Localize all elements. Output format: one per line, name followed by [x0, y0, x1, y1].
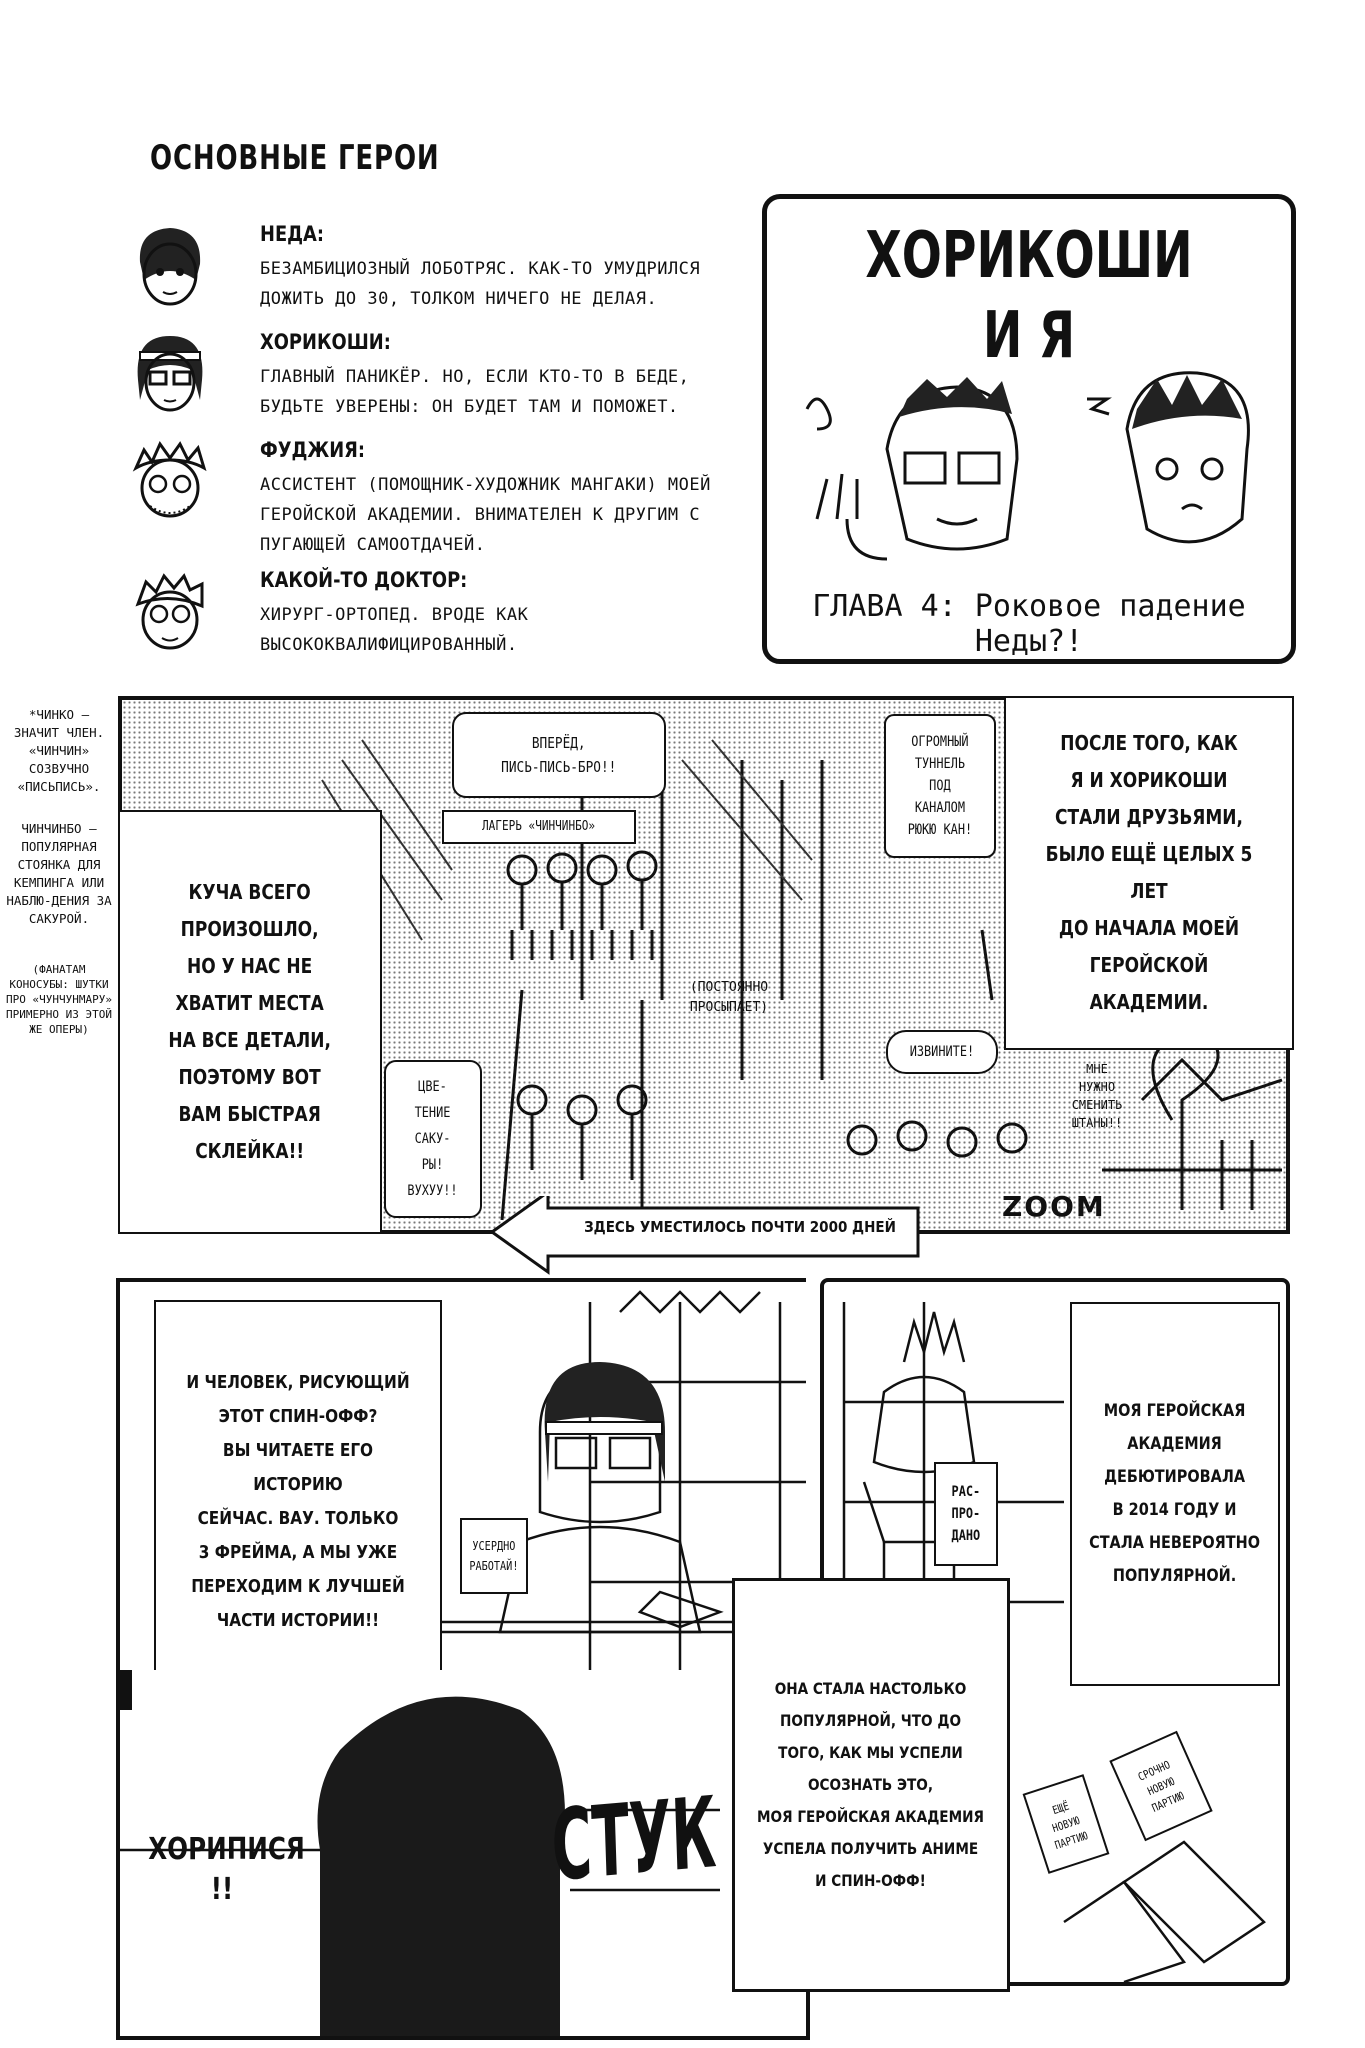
- montage-panel: [118, 696, 1290, 1234]
- title-characters-drawing: [787, 369, 1267, 569]
- hero-desc: БЕЗАМБИЦИОЗНЫЙ ЛОБОТРЯС. КАК-ТО УМУДРИЛСЯ ДОЖИТЬ ДО 30, ТОЛКОМ НИЧЕГО НЕ ДЕЛАЯ.: [260, 259, 701, 309]
- horikoshi-face-icon: [130, 330, 210, 416]
- fujiya-face-icon: [130, 438, 210, 524]
- sign-urgent-batch: СРОЧНО НОВУЮ ПАРТИЮ: [1109, 1731, 1212, 1841]
- sign-sold-out: РАС- ПРО- ДАНО: [934, 1462, 998, 1566]
- doctor-face-icon: [130, 568, 210, 654]
- hero-horikoshi: [130, 330, 710, 430]
- manga-title-line2: И Я: [982, 299, 1076, 373]
- caption-artist: И ЧЕЛОВЕК, РИСУЮЩИЙ ЭТОТ СПИН-ОФФ? ВЫ ЧИТАЕТЕ ЕГО ИСТОРИЮ СЕЙЧАС. ВАУ. ТОЛЬКО 3 ФРЕЙМА, А МЫ УЖЕ ПЕРЕХОДИМ К ЛУЧШЕЙ ЧАСТИ ИСТОРИИ!!: [154, 1300, 442, 1704]
- side-note-chinchinbo: ЧИНЧИНБО – ПОПУЛЯРНАЯ СТОЯНКА ДЛЯ КЕМПИНГА ИЛИ НАБЛЮ-ДЕНИЯ ЗА САКУРОЙ.: [6, 821, 112, 926]
- label-horipisya: ХОРИПИСЯ !!: [148, 1832, 305, 1907]
- sign-work-hard: УСЕРДНО РАБОТАЙ!: [460, 1518, 528, 1594]
- hero-neda: [130, 222, 710, 332]
- bubble-tunnel: ОГРОМНЫЙ ТУННЕЛЬ ПОД КАНАЛОМ РЮКЮ КАН!: [884, 714, 996, 858]
- montage-caption-left: КУЧА ВСЕГО ПРОИЗОШЛО, НО У НАС НЕ ХВАТИТ МЕСТА НА ВСЕ ДЕТАЛИ, ПОЭТОМУ ВОТ ВАМ БЫСТРАЯ СКЛЕЙКА!!: [118, 810, 382, 1234]
- label-oversleep: (ПОСТОЯННО ПРОСЫПАЕТ): [689, 980, 769, 1015]
- chapter-title: ГЛАВА 4: Роковое падение Неды?!: [812, 589, 1246, 659]
- hero-doctor: [130, 568, 710, 668]
- title-panel: [762, 194, 1296, 664]
- montage-caption-right: ПОСЛЕ ТОГО, КАК Я И ХОРИКОШИ СТАЛИ ДРУЗЬЯМИ, БЫЛО ЕЩЁ ЦЕЛЫХ 5 ЛЕТ ДО НАЧАЛА МОЕЙ ГЕРОЙСКОЙ АКАДЕМИИ.: [1004, 696, 1294, 1050]
- sfx-knock: СТУК: [550, 1776, 718, 1904]
- bubble-sakura: ЦВЕ- ТЕНИЕ САКУ- РЫ! ВУХУУ!!: [384, 1060, 482, 1218]
- sfx-zoom: ZOOM: [1002, 1190, 1106, 1223]
- timeline-arrow: [488, 1196, 928, 1276]
- bubble-pants: МНЕ НУЖНО СМЕНИТЬ ШТАНЫ!!: [1071, 1062, 1123, 1130]
- side-note-chinko: *ЧИНКО – ЗНАЧИТ ЧЛЕН. «ЧИНЧИН» СОЗВУЧНО «ПИСЬПИСЬ».: [13, 707, 105, 794]
- hero-name: ХОРИКОШИ:: [260, 330, 391, 354]
- timeline-arrow-text: ЗДЕСЬ УМЕСТИЛОСЬ ПОЧТИ 2000 ДНЕЙ: [584, 1218, 896, 1236]
- sign-camp: ЛАГЕРЬ «ЧИНЧИНБО»: [442, 810, 636, 844]
- hero-name: ФУДЖИЯ:: [260, 438, 366, 462]
- heroes-title: ОСНОВНЫЕ ГЕРОИ: [150, 138, 440, 178]
- caption-debut: МОЯ ГЕРОЙСКАЯ АКАДЕМИЯ ДЕБЮТИРОВАЛА В 2014 ГОДУ И СТАЛА НЕВЕРОЯТНО ПОПУЛЯРНОЙ.: [1070, 1302, 1280, 1686]
- bubble-sorry: ИЗВИНИТЕ!: [886, 1030, 998, 1074]
- hero-desc: ХИРУРГ-ОРТОПЕД. ВРОДЕ КАК ВЫСОКОКВАЛИФИЦИРОВАННЫЙ.: [260, 605, 529, 655]
- hero-desc: ГЛАВНЫЙ ПАНИКЁР. НО, ЕСЛИ КТО-ТО В БЕДЕ, БУДЬТЕ УВЕРЕНЫ: ОН БУДЕТ ТАМ И ПОМОЖЕТ.: [260, 367, 690, 417]
- hero-name: КАКОЙ-ТО ДОКТОР:: [260, 568, 468, 592]
- neda-face-icon: [130, 222, 210, 308]
- bubble-forward: ВПЕРЁД, ПИСЬ-ПИСЬ-БРО!!: [452, 712, 666, 798]
- manga-title-line1: ХОРИКОШИ: [865, 219, 1193, 293]
- hero-fujiya: [130, 438, 711, 555]
- panel-knock: [116, 1670, 810, 2040]
- sign-more-batch: ЕЩЁ НОВУЮ ПАРТИЮ: [1023, 1774, 1110, 1874]
- side-note-konosuba: (ФАНАТАМ КОНОСУБЫ: ШУТКИ ПРО «ЧУНЧУНМАРУ» ПРИМЕРНО ИЗ ЭТОЙ ЖЕ ОПЕРЫ): [6, 963, 112, 1036]
- hero-name: НЕДА:: [260, 222, 324, 246]
- caption-popular: ОНА СТАЛА НАСТОЛЬКО ПОПУЛЯРНОЙ, ЧТО ДО ТОГО, КАК МЫ УСПЕЛИ ОСОЗНАТЬ ЭТО, МОЯ ГЕРОЙСКАЯ АКАДЕМИЯ УСПЕЛА ПОЛУЧИТЬ АНИМЕ И СПИН-ОФФ!: [732, 1578, 1010, 1992]
- hero-desc: АССИСТЕНТ (ПОМОЩНИК-ХУДОЖНИК МАНГАКИ) МОЕЙ ГЕРОЙСКОЙ АКАДЕМИИ. ВНИМАТЕЛЕН К ДРУГИМ С ПУГАЮЩЕЙ САМООТДАЧЕЙ.: [260, 475, 711, 555]
